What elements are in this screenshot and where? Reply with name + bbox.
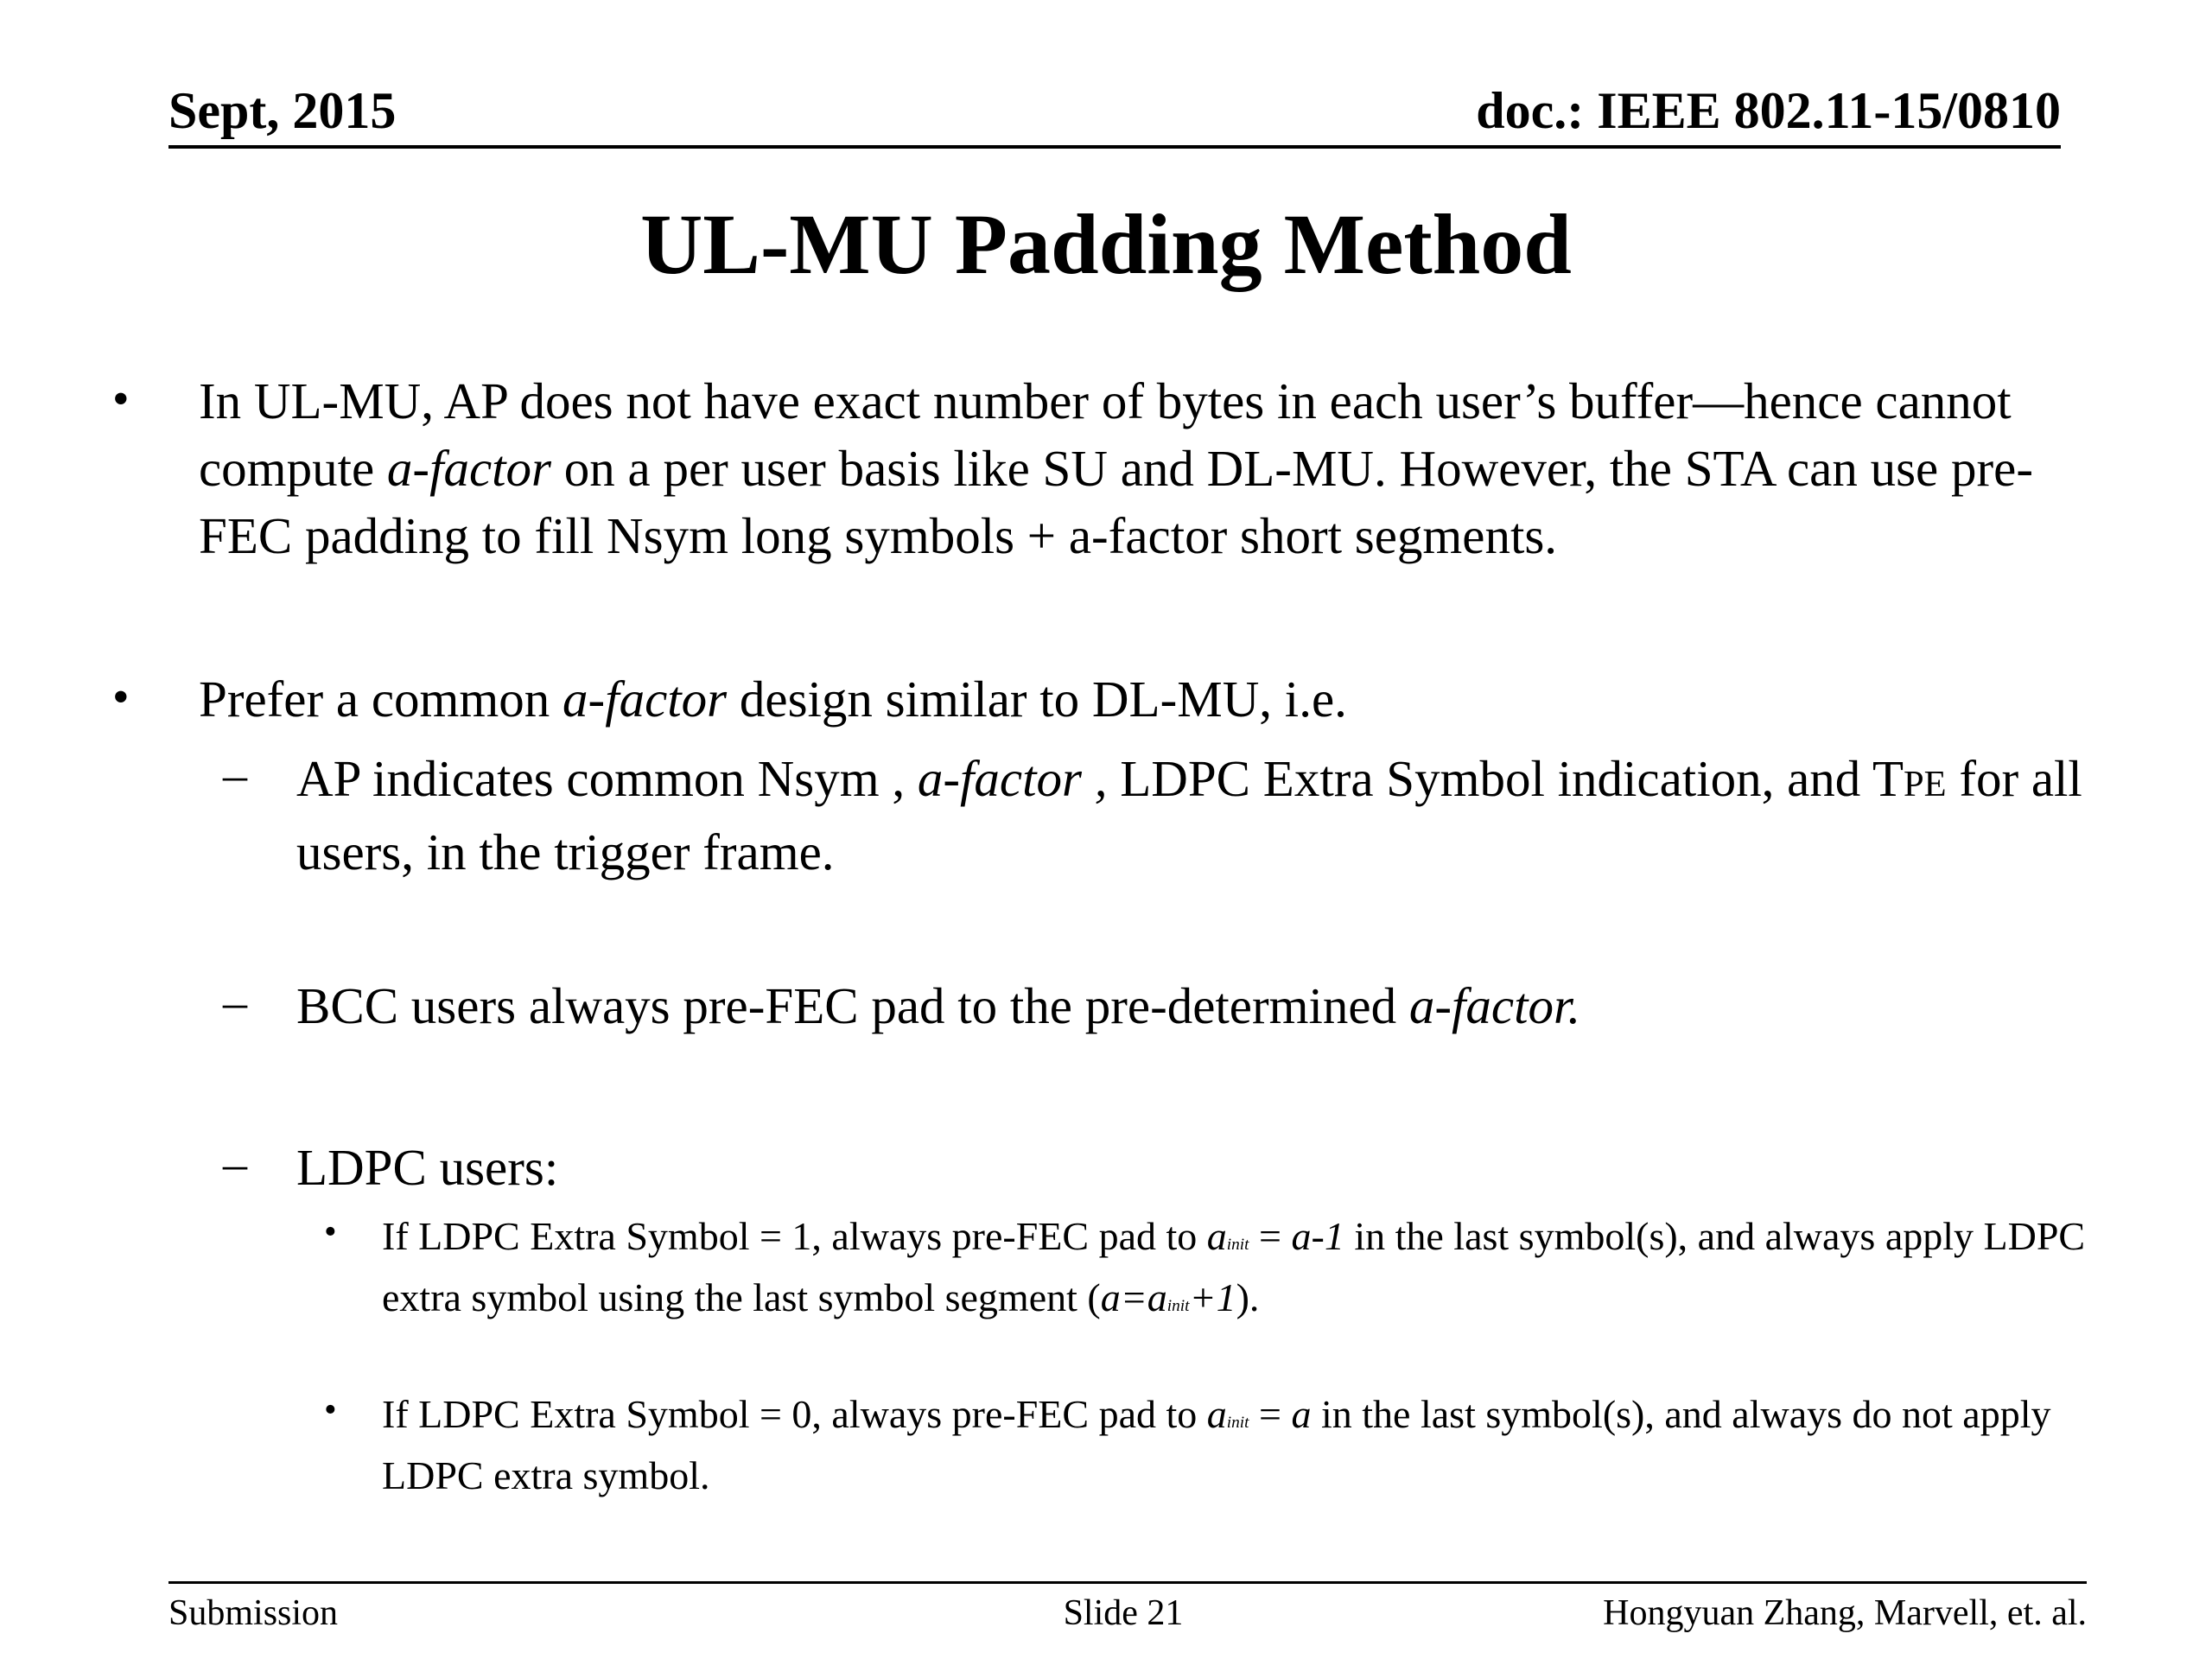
header-divider: [168, 145, 2061, 149]
sub-sub-bullet-marker: •: [324, 1212, 337, 1252]
sub-bullet-marker: –: [223, 976, 247, 1029]
sub-bullet-marker: –: [223, 748, 247, 802]
bullet-marker: •: [112, 372, 130, 426]
footer-author: Hongyuan Zhang, Marvell, et. al.: [1603, 1593, 2087, 1633]
sub-sub-bullet-marker: •: [324, 1390, 337, 1430]
header-date: Sept, 2015: [168, 82, 397, 139]
sub-bullet-bcc-users: BCC users always pre-FEC pad to the pre-determined a-factor.: [296, 977, 1581, 1034]
sub-sub-bullet-extra-symbol-1: If LDPC Extra Symbol = 1, always pre-FEC pad to ainit = a-1 in the last symbol(s), and always apply LDPC extra symbol using the last symbol segment (a=ainit+1).: [382, 1214, 2086, 1319]
bullet-marker: •: [112, 671, 130, 724]
sub-bullet-ap-indicates: AP indicates common Nsym , a-factor , LDPC Extra Symbol indication, and TPE for all users, in the trigger frame.: [296, 750, 2082, 880]
bullet-ul-mu-bytes: In UL-MU, AP does not have exact number of bytes in each user’s buffer—hence cannot compute a-factor on a per user basis like SU and DL-MU. However, the STA can use pre-FEC padding to fill Nsym long symbols + a-factor short segments.: [199, 372, 2033, 564]
footer-divider: [168, 1581, 2087, 1584]
sub-bullet-marker: –: [223, 1137, 247, 1191]
slide-title: UL-MU Padding Method: [640, 196, 1572, 292]
sub-bullet-ldpc-users: LDPC users:: [296, 1139, 559, 1196]
sub-sub-bullet-extra-symbol-0: If LDPC Extra Symbol = 0, always pre-FEC pad to ainit = a in the last symbol(s), and always do not apply LDPC extra symbol.: [382, 1392, 2051, 1497]
footer-slide-number: Slide 21: [1063, 1593, 1184, 1633]
footer-submission: Submission: [168, 1593, 339, 1633]
header-doc-id: doc.: IEEE 802.11-15/0810: [1476, 82, 2061, 139]
bullet-common-a-factor: Prefer a common a-factor design similar to DL-MU, i.e.: [199, 671, 1347, 728]
